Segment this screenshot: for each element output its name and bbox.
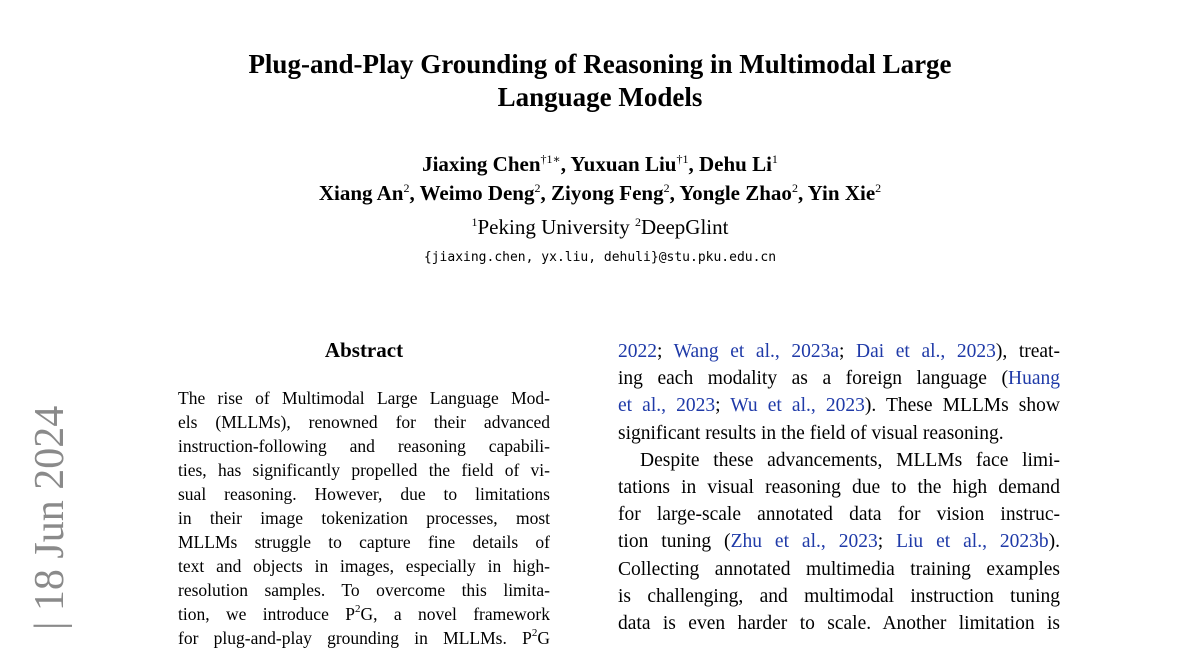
author-affiliation-marker: 1 <box>771 152 778 166</box>
author-line-1 <box>0 150 1200 179</box>
affiliation-1: Peking University <box>477 215 630 239</box>
abstract-line: The rise of Multimodal Large Language Mod- <box>178 388 550 408</box>
intro-line <box>618 610 1060 637</box>
citation-link[interactable]: Wang et al., 2023a <box>673 341 840 362</box>
intro-line <box>618 392 1060 419</box>
abstract-line: resolution samples. To overcome this limita- <box>178 580 550 600</box>
affiliations <box>0 213 1200 241</box>
intro-line <box>618 447 1060 474</box>
author-affiliation-marker: 2 <box>534 181 541 195</box>
abstract-line <box>178 626 550 650</box>
author-separator: , <box>669 181 680 205</box>
abstract-line: sual reasoning. However, due to limitations <box>178 484 550 504</box>
abstract-line <box>178 602 550 626</box>
author-name: Ziyong Feng <box>550 181 664 205</box>
intro-line <box>618 365 1060 392</box>
citation-link[interactable]: et al., 2023 <box>618 395 716 417</box>
body-text: ; <box>877 531 897 553</box>
body-text: ; <box>657 341 674 362</box>
body-text: for large-scale annotated data for vision instruc- <box>618 504 1060 526</box>
author-affiliation-marker: †1 <box>676 152 689 166</box>
affiliation-marker-2: 2 <box>635 215 641 229</box>
body-text: ; <box>839 341 857 362</box>
author-name: Yin Xie <box>807 181 876 205</box>
author-line-2 <box>0 179 1200 208</box>
body-text: significant results in the field of visual reasoning. <box>618 422 1004 444</box>
body-text: ), treat- <box>995 341 1060 362</box>
body-text: Despite these advancements, MLLMs face limi- <box>640 449 1060 471</box>
body-text: ; <box>715 395 731 417</box>
author-separator: , <box>409 181 420 205</box>
abstract-line: text and objects in images, especially in high- <box>178 556 550 576</box>
body-text: is challenging, and multimodal instruction tuning <box>618 585 1060 607</box>
citation-link[interactable]: Liu et al., 2023b <box>896 531 1049 553</box>
body-text: tion tuning ( <box>618 531 731 553</box>
author-affiliation-marker: †1∗ <box>540 152 561 166</box>
intro-line <box>618 583 1060 610</box>
author-name: Xiang An <box>318 181 404 205</box>
abstract-line: in their image tokenization processes, most <box>178 508 550 528</box>
citation-link[interactable]: Huang <box>1008 368 1060 390</box>
body-text: ing each modality as a foreign language ( <box>618 368 1008 390</box>
body-text: ). These MLLMs show <box>864 395 1060 417</box>
author-name: Yuxuan Liu <box>570 152 677 176</box>
author-affiliation-marker: 2 <box>403 181 410 195</box>
abstract-line: instruction-following and reasoning capabili- <box>178 436 550 456</box>
arxiv-sidebar-date: | 18 Jun 2024 <box>27 405 73 630</box>
title-line-1: Plug-and-Play Grounding of Reasoning in Multimodal Large <box>248 49 952 79</box>
superscript: 2 <box>531 627 538 639</box>
intro-body <box>618 338 1060 637</box>
author-email: {jiaxing.chen, yx.liu, dehuli}@stu.pku.edu.cn <box>423 250 777 265</box>
intro-line <box>618 474 1060 501</box>
citation-link[interactable]: Wu et al., 2023 <box>730 395 865 417</box>
author-separator: , <box>688 152 699 176</box>
author-affiliation-marker: 2 <box>663 181 670 195</box>
paper-title <box>0 48 1200 114</box>
superscript: 2 <box>354 603 361 615</box>
body-text: tations in visual reasoning due to the high demand <box>618 477 1060 499</box>
author-affiliation-marker: 2 <box>875 181 882 195</box>
intro-line <box>618 420 1060 447</box>
author-name: Yongle Zhao <box>679 181 792 205</box>
abstract-text: G, a novel framework <box>360 604 550 624</box>
affiliation-2: DeepGlint <box>641 215 729 239</box>
affiliation-marker-1: 1 <box>471 215 478 229</box>
citation-link[interactable]: 2022 <box>618 341 657 362</box>
abstract-text: for plug-and-play grounding in MLLMs. P <box>178 628 532 648</box>
citation-link[interactable]: Dai et al., 2023 <box>856 341 996 362</box>
intro-line <box>618 501 1060 528</box>
abstract-text: G <box>537 628 550 648</box>
abstract-line: ties, has significantly propelled the field of vi- <box>178 460 550 480</box>
author-list <box>0 150 1200 208</box>
author-name: Weimo Deng <box>419 181 535 205</box>
author-name: Dehu Li <box>698 152 772 176</box>
intro-line <box>618 556 1060 583</box>
intro-line <box>618 528 1060 555</box>
abstract-body <box>178 386 550 650</box>
author-affiliation-marker: 2 <box>791 181 798 195</box>
author-separator: , <box>797 181 808 205</box>
abstract-heading: Abstract <box>324 338 404 362</box>
abstract-line: els (MLLMs), renowned for their advanced <box>178 412 550 432</box>
title-line-2: Language Models <box>497 82 703 112</box>
author-name: Jiaxing Chen <box>422 152 541 176</box>
citation-link[interactable]: Zhu et al., 2023 <box>730 531 878 553</box>
body-text: ). <box>1048 531 1061 553</box>
body-text: Collecting annotated multimedia training examples <box>618 558 1060 580</box>
intro-line <box>618 338 1060 365</box>
abstract-line: MLLMs struggle to capture fine details of <box>178 532 550 552</box>
author-separator: , <box>540 181 551 205</box>
author-separator: , <box>560 152 571 176</box>
body-text: data is even harder to scale. Another limitation is <box>618 613 1060 635</box>
abstract-text: tion, we introduce P <box>178 604 355 624</box>
